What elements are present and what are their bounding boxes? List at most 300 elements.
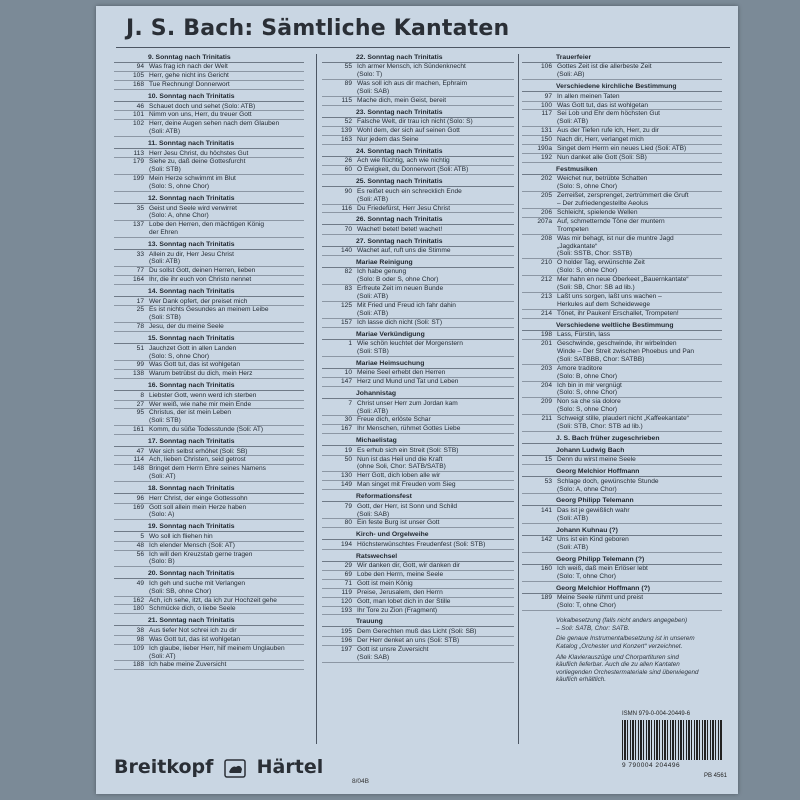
section [322,238,514,256]
cantata-row [114,251,304,268]
bwv-number: 109 [132,644,144,652]
cantata-title: Du sollst Gott, deinen Herren, lieben [149,267,256,275]
bwv-number: 164 [132,276,144,284]
cantata-row [322,456,514,473]
bwv-number: 204 [540,381,552,389]
cantata-title: Wachet auf, ruft uns die Stimme [357,247,451,255]
cantata-row [114,542,304,551]
cantata-title: Wie schön leuchtet der Morgenstern (Soli: STB) [357,340,463,356]
cantata-row [114,267,304,276]
section [114,93,304,137]
section-title: 24. Sonntag nach Trinitatis [322,148,514,157]
cantata-row [322,80,514,97]
cantata-row [522,127,722,136]
notes-block [522,617,722,684]
cantata-row [114,597,304,606]
section [322,216,514,234]
cantata-title: Was Gott tut, das ist wohlgetan [557,101,649,109]
section [114,140,304,192]
cantata-row [322,340,514,357]
cantata-row [114,504,304,521]
cantata-row [322,268,514,285]
cantata-title: Der Herr denket an uns (Soli: STB) [357,636,460,644]
section [322,360,514,387]
cantata-title: Was frag ich nach der Welt [149,63,228,71]
bwv-number: 149 [340,481,352,489]
cantata-row [322,226,514,235]
bwv-number: 95 [136,409,144,417]
isbn-text: ISMN 979-0-004-20449-6 [622,711,691,717]
bwv-number: 142 [540,536,552,544]
cantata-row [522,259,722,276]
bwv-number: 1 [348,340,352,348]
bwv-number: 196 [340,636,352,644]
cantata-title: Du Friedefürst, Herr Jesu Christ [357,204,451,212]
cantata-row [114,636,304,645]
cantata-title: Nur jedem das Seine [357,136,419,144]
cantata-title: Falsche Welt, dir trau ich nicht (Solo: S) [357,118,473,126]
section-title: 22. Sonntag nach Trinitatis [322,54,514,63]
cantata-row [114,361,304,370]
bwv-number: 139 [340,127,352,135]
cantata-row [114,605,304,614]
cantata-title: Ein feste Burg ist unser Gott [357,519,440,527]
cantata-title: Jesu, der du meine Seele [149,323,224,331]
cantata-title: Ich geh und suche mit Verlangen (Soli: SB, ohne Chor) [149,579,246,595]
bwv-number: 210 [540,259,552,267]
cantata-row [114,533,304,542]
cantata-title: Herr, deine Augen sehen nach dem Glauben (Soli: ATB) [149,120,280,136]
section-title: Verschiedene kirchliche Bestimmung [522,83,722,92]
cantata-row [522,340,722,365]
bwv-number: 78 [136,323,144,331]
cantata-title: Ich habe genung (Solo: B oder S, ohne Chor) [357,268,439,284]
bwv-number: 71 [344,579,352,587]
cantata-row [322,562,514,571]
cantata-title: Nach dir, Herr, verlanget mich [557,136,644,144]
section [114,438,304,482]
cantata-row [522,456,722,465]
cantata-title: Ich glaube, lieber Herr, hilf meinem Unglauben (Soli: AT) [149,644,285,660]
cantata-title: Nun ist das Heil und die Kraft (ohne Soli, Chor: SATB/SATB) [357,455,446,471]
bwv-number: 90 [344,187,352,195]
cantata-row [322,447,514,456]
section [114,485,304,520]
section [522,585,722,611]
section-title: Georg Melchior Hoffmann [522,468,722,477]
cantata-title: Siehe zu, daß deine Gottesfurcht (Soli: STB) [149,158,246,174]
cantata-title: Meine Seel erhebt den Herren [357,369,446,377]
cantata-row [522,331,722,340]
cantata-row [522,63,722,80]
cantata-row [322,646,514,663]
bwv-number: 157 [340,318,352,326]
cantata-column-3 [522,54,722,687]
cantata-title: Mache dich, mein Geist, bereit [357,97,447,105]
cantata-title: Höchsterwünschtes Freudenfest (Soli: STB) [357,540,486,548]
cantata-row [322,580,514,589]
bwv-number: 179 [132,158,144,166]
bwv-number: 141 [540,506,552,514]
cantata-row [522,382,722,399]
bwv-number: 53 [544,477,552,485]
bwv-number: 130 [340,472,352,480]
cantata-title: Ihr, die ihr euch von Christo nennet [149,276,252,284]
section-title: Mariae Verkündigung [322,331,514,340]
section-title: Georg Philipp Telemann (?) [522,556,722,565]
cantata-title: Das ist je gewißlich wahr (Soli: ATB) [557,506,630,522]
section [522,435,722,444]
cantata-row [322,166,514,175]
cantata-title: Wer sich selbst erhöhet (Soli: SB) [149,447,248,455]
bwv-number: 49 [136,579,144,587]
cantata-title: Ich habe meine Zuversicht [149,661,227,669]
cantata-row [522,398,722,415]
cantata-title: Schmücke dich, o liebe Seele [149,605,236,613]
cantata-title: Freue dich, erlöste Schar [357,416,431,424]
section-title: 12. Sonntag nach Trinitatis [114,195,304,204]
cantata-row [114,205,304,222]
section [522,54,722,80]
bwv-number: 207a [537,217,552,225]
cantata-row [322,188,514,205]
cantata-row [114,465,304,482]
bwv-number: 70 [344,225,352,233]
section [522,527,722,553]
section [114,241,304,285]
cantata-title: Wo soll ich fliehen hin [149,532,213,540]
bwv-number: 98 [136,635,144,643]
bwv-number: 17 [136,297,144,305]
cantata-title: Aus tiefer Not schrei ich zu dir [149,626,237,634]
cantata-row [522,415,722,432]
section [522,497,722,523]
bwv-number: 105 [132,72,144,80]
column-divider [518,54,519,744]
cantata-title: Ich weiß, daß mein Erlöser lebt (Solo: T, ohne Chor) [557,565,648,581]
cantata-row [322,157,514,166]
bwv-number: 180 [132,605,144,613]
cantata-row [322,598,514,607]
cantata-row [322,637,514,646]
cantata-title: Man singet mit Freuden vom Sieg [357,481,456,489]
bwv-number: 167 [340,425,352,433]
cantata-row [322,607,514,616]
cantata-row [322,628,514,637]
note-paragraph: Alle Klavierauszüge und Chorpartituren sind käuflich lieferbar. Auch die zu allen Kantaten vorliegenden Orchestermateriale sind überwiegend käuflich erhältlich. [556,653,699,684]
cantata-row [322,127,514,136]
bwv-number: 169 [132,503,144,511]
bwv-number: 168 [132,81,144,89]
cantata-title: Gottes Zeit ist die allerbeste Zeit (Soli: AB) [557,63,652,79]
cantata-row [114,409,304,426]
cantata-title: Wohl dem, der sich auf seinen Gott [357,127,460,135]
cantata-row [522,478,722,495]
section-title: J. S. Bach früher zugeschrieben [522,435,722,444]
cantata-title: Ihr Menschen, rühmet Gottes Liebe [357,425,461,433]
bwv-number: 7 [348,399,352,407]
section-title: Verschiedene weltliche Bestimmung [522,322,722,331]
cantata-row [114,306,304,323]
cantata-title: O holder Tag, erwünschte Zeit (Solo: S, ohne Chor) [557,259,645,275]
section [522,556,722,582]
bwv-number: 213 [540,292,552,300]
bwv-number: 189 [540,594,552,602]
bwv-number: 35 [136,204,144,212]
section [522,83,722,163]
section-title: Mariae Heimsuchung [322,360,514,369]
cantata-row [114,456,304,465]
cantata-row [114,81,304,90]
section [322,437,514,490]
section-title: 11. Sonntag nach Trinitatis [114,140,304,149]
cantata-title: Nimm von uns, Herr, du treuer Gott [149,111,252,119]
cantata-title: Liebster Gott, wenn werd ich sterben [149,391,257,399]
bwv-number: 199 [132,175,144,183]
cantata-title: Tönet, ihr Pauken! Erschallet, Trompeten! [557,309,679,317]
section-title: 23. Sonntag nach Trinitatis [322,109,514,118]
cantata-title: Christ unser Herr zum Jordan kam (Soli: ATB) [357,399,458,415]
cantata-title: Tue Rechnung! Donnerwort [149,81,230,89]
cantata-row [522,175,722,192]
bwv-number: 25 [136,306,144,314]
cantata-row [322,285,514,302]
section-title: 9. Sonntag nach Trinitatis [114,54,304,63]
cantata-title: Lass, Fürstin, lass [557,331,611,339]
section [322,390,514,434]
bwv-number: 211 [541,415,552,423]
brand-left: Breitkopf [114,756,214,778]
cantata-title: Komm, du süße Todesstunde (Soli: AT) [149,426,264,434]
cantata-row [114,158,304,175]
section [114,54,304,90]
cantata-title: Herz und Mund und Tat und Leben [357,378,459,386]
cantata-row [114,448,304,457]
bwv-number: 8 [140,391,144,399]
cantata-row [114,426,304,435]
section-title: Trauerfeier [522,54,722,63]
section [114,335,304,379]
cantata-title: Dem Gerechten muß das Licht (Soli: SB) [357,627,477,635]
bwv-number: 162 [132,596,144,604]
cantata-row [322,378,514,387]
cantata-row [522,507,722,524]
section-title: 26. Sonntag nach Trinitatis [322,216,514,225]
cantata-title: Warum betrübst du dich, mein Herz [149,370,253,378]
cantata-title: Gott soll allein mein Herze haben (Solo: A) [149,503,247,519]
cantata-row [522,235,722,260]
bwv-number: 69 [344,570,352,578]
bwv-number: 140 [340,247,352,255]
bwv-number: 161 [132,426,144,434]
section [522,447,722,465]
cantata-row [522,565,722,582]
cantata-title: Mein Herze schwimmt im Blut (Solo: S, ohne Chor) [149,175,236,191]
cantata-row [322,63,514,80]
bwv-number: 206 [540,208,552,216]
bwv-number: 137 [132,221,144,229]
section-title: 25. Sonntag nach Trinitatis [322,178,514,187]
cantata-row [322,541,514,550]
cantata-row [522,293,722,310]
section-title: Johann Kuhnau (?) [522,527,722,536]
section-title: 10. Sonntag nach Trinitatis [114,93,304,102]
bwv-number: 56 [136,550,144,558]
cantata-title: Schleicht, spielende Wellen [557,208,638,216]
cantata-row [322,571,514,580]
cantata-row [114,221,304,238]
cantata-title: Bringet dem Herrn Ehre seines Namens (Soli: AT) [149,465,266,481]
cantata-title: Weichet nur, betrübte Schatten (Solo: S, ohne Chor) [557,175,648,191]
cantata-title: Lobe den Herrn, meine Seele [357,570,444,578]
cantata-title: Ihr Tore zu Zion (Fragment) [357,606,438,614]
bwv-number: 138 [132,370,144,378]
cantata-title: Schweigt stille, plaudert nicht „Kaffeekantate“ (Soli: STB, Chor: STB ad lib.) [557,415,689,431]
cantata-title: Auf, schmetternde Töne der muntern Trompeten [557,217,665,233]
cantata-title: Wachet! betet! betet! wachet! [357,225,443,233]
cantata-title: Lobe den Herren, den mächtigen König der Ehren [149,221,265,237]
publisher-logo [114,756,323,779]
bwv-number: 114 [133,456,144,464]
bwv-number: 193 [340,606,352,614]
cantata-title: Non sa che sia dolore (Solo: S, ohne Chor) [557,398,621,414]
cantata-title: Nun danket alle Gott (Soli: SB) [557,153,647,161]
cantata-title: Wir danken dir, Gott, wir danken dir [357,562,460,570]
cantata-title: Amore traditore (Solo: B, ohne Chor) [557,364,618,380]
cantata-row [114,175,304,192]
cantata-title: Sei Lob und Ehr dem höchsten Gut (Soli: ATB) [557,110,661,126]
section [322,553,514,616]
bwv-number: 79 [344,502,352,510]
section [114,570,304,614]
section-title: Mariae Reinigung [322,259,514,268]
bwv-number: 131 [540,127,552,135]
bwv-number: 80 [344,519,352,527]
section-title: 19. Sonntag nach Trinitatis [114,523,304,532]
cantata-title: Ich will den Kreuzstab gerne tragen (Solo: B) [149,550,253,566]
cantata-title: Mit Fried und Freud ich fahr dahin (Soli: ATB) [357,302,456,317]
bwv-number: 15 [544,456,552,464]
cantata-row [114,370,304,379]
cantata-title: Schlage doch, gewünschte Stunde (Solo: A, ohne Chor) [557,477,659,493]
cantata-row [114,111,304,120]
bwv-number: 147 [340,378,352,386]
section [114,382,304,435]
bwv-number: 116 [341,204,352,212]
cantata-row [322,589,514,598]
cantata-title: Schauet doch und sehet (Solo: ATB) [149,102,256,110]
cantata-row [322,319,514,328]
bwv-number: 214 [540,309,552,317]
bwv-number: 83 [344,285,352,293]
cantata-row [522,93,722,102]
bwv-number: 30 [344,416,352,424]
back-cover-page [96,6,738,794]
cantata-row [114,323,304,332]
cantata-row [322,247,514,256]
section-title: 15. Sonntag nach Trinitatis [114,335,304,344]
note-paragraph: Vokalbesetzung (falls nicht anders angegeben) – Soli: SATB, Chor: SATB. [556,617,688,632]
bwv-number: 198 [540,331,552,339]
section-title: 16. Sonntag nach Trinitatis [114,382,304,391]
cantata-title: Uns ist ein Kind geboren (Soli: ATB) [557,536,629,551]
section [322,331,514,357]
cantata-title: Preise, Jerusalem, den Herrn [357,588,443,596]
section [114,288,304,332]
bwv-number: 195 [340,627,352,635]
section-title: Georg Philipp Telemann [522,497,722,506]
section-title: Michaelistag [322,437,514,446]
cantata-title: Was soll ich aus dir machen, Ephraim (Soli: SAB) [357,80,468,96]
cantata-row [322,519,514,528]
cantata-title: Mer hahn en neue Oberkeet „Bauernkantate“ (Soli: SB, Chor: SB ad lib.) [557,276,689,292]
cantata-title: Gott ist mein König [357,579,413,587]
bwv-number: 33 [136,250,144,258]
title-rule [116,47,730,48]
cantata-row [114,345,304,362]
cantata-title: Was mir behagt, ist nur die muntre Jagd „Jagdkantate“ (Soli: SSTB, Chor: SSTB) [557,234,674,258]
bwv-number: 60 [344,166,352,174]
cantata-title: Herr Jesu Christ, du höchstes Gut [149,149,249,157]
cantata-row [522,276,722,293]
cantata-title: Erfreute Zeit im neuen Bunde (Soli: ATB) [357,285,444,301]
bwv-number: 77 [136,267,144,275]
bwv-number: 89 [344,80,352,88]
bwv-number: 46 [136,102,144,110]
bwv-number: 100 [540,101,552,109]
brand-right: Härtel [256,756,324,778]
cantata-row [522,536,722,553]
cantata-title: Jauchzet Gott in allen Landen (Solo: S, ohne Chor) [149,344,237,360]
bwv-number: 5 [140,532,144,540]
bwv-number: 19 [344,446,352,454]
cantata-row [114,401,304,410]
cantata-row [114,495,304,504]
bwv-number: 48 [136,541,144,549]
bwv-number: 99 [136,361,144,369]
catalog-code: 8/04B [352,778,369,785]
column-divider [316,54,317,744]
bwv-number: 163 [340,136,352,144]
section-title: Festmusiken [522,166,722,175]
cantata-title: Was Gott tut, das ist wohlgetan [149,361,241,369]
section-title: 20. Sonntag nach Trinitatis [114,570,304,579]
bwv-number: 160 [540,565,552,573]
section [322,54,514,106]
cantata-row [114,392,304,401]
section-title: Johannistag [322,390,514,399]
cantata-title: Es erhub sich ein Streit (Soli: STB) [357,446,459,454]
cantata-title: Gott, der Herr, ist Sonn und Schild (Soli: SAB) [357,502,458,518]
cantata-title: Herr Christ, der einge Gottessohn [149,494,248,502]
cantata-row [322,118,514,127]
bear-icon [224,757,246,779]
cantata-row [114,150,304,159]
bwv-number: 150 [540,136,552,144]
section [114,617,304,670]
section-title: Trauung [322,618,514,627]
cantata-title: Denn du wirst meine Seele [557,456,636,464]
cantata-row [522,365,722,382]
cantata-title: Singet dem Herrn ein neues Lied (Soli: ATB) [557,145,687,153]
cantata-row [114,120,304,137]
bwv-number: 148 [132,465,144,473]
section [322,259,514,328]
section-title: 17. Sonntag nach Trinitatis [114,438,304,447]
section-title: Georg Melchior Hoffmann (?) [522,585,722,594]
cantata-title: Geist und Seele wird verwirret (Solo: A, ohne Chor) [149,204,237,220]
cantata-title: Ich armer Mensch, ich Sündenknecht (Solo: T) [357,63,466,79]
